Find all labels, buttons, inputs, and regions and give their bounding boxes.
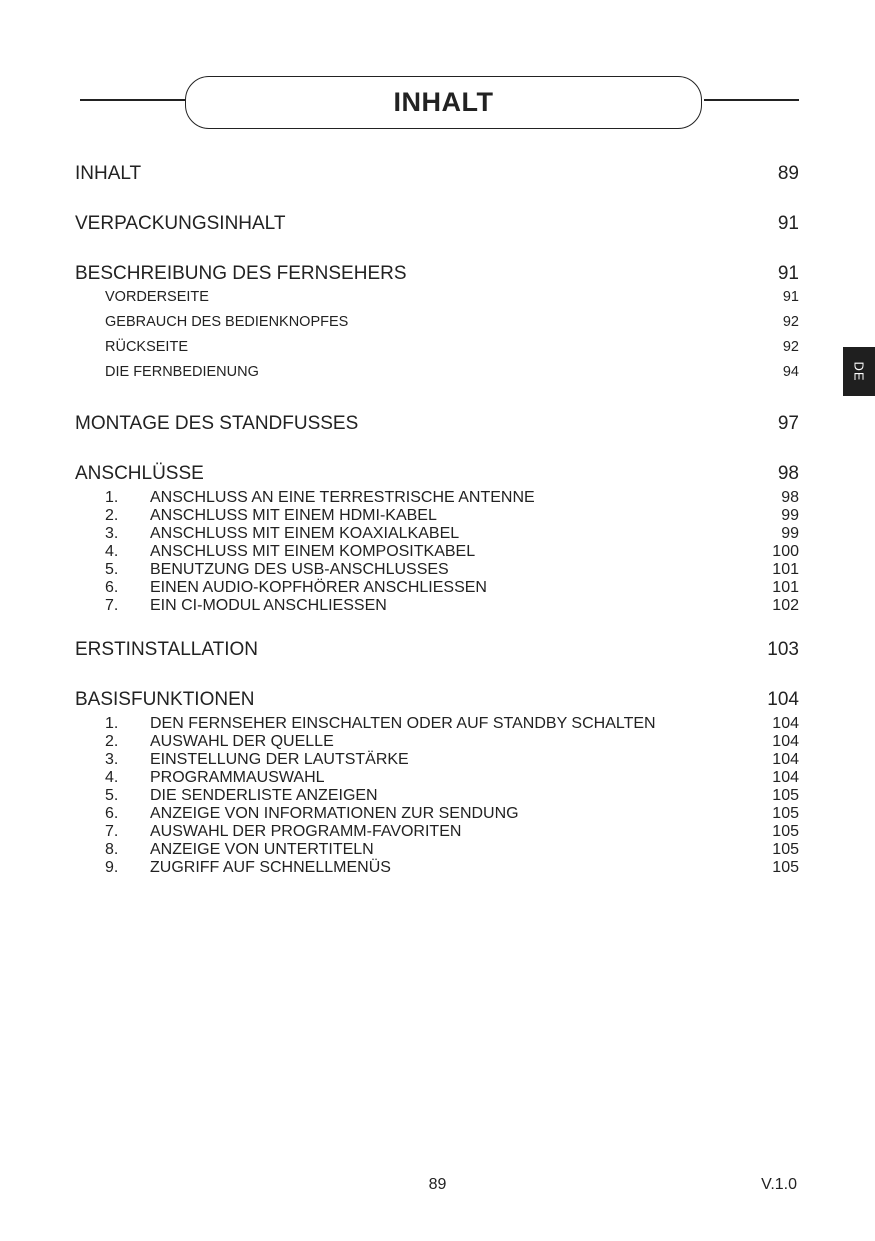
toc-subentry-label-wrap — [75, 841, 374, 859]
toc-subentry-label: ANSCHLUSS MIT EINEM KOMPOSITKABEL — [150, 543, 476, 560]
toc-subentry-page: 94 — [782, 364, 799, 380]
footer-version: V.1.0 — [761, 1176, 797, 1193]
toc-subentry[interactable] — [75, 805, 799, 823]
toc-subentry-number: 2. — [105, 733, 119, 750]
toc-entry-title: VERPACKUNGSINHALT — [75, 213, 286, 234]
toc-entry[interactable] — [75, 463, 799, 489]
toc-subentry-label: DIE SENDERLISTE ANZEIGEN — [150, 787, 378, 804]
title-box — [185, 76, 702, 129]
toc-subentry-number: 8. — [105, 841, 119, 858]
toc-subentry-page: 105 — [772, 823, 799, 840]
toc-subentry-page: 101 — [772, 561, 799, 578]
toc-subentry-number: 1. — [105, 489, 119, 506]
toc-subentry-label: ANZEIGE VON UNTERTITELN — [150, 841, 374, 858]
toc-subentry-page: 91 — [782, 289, 799, 305]
toc-entry[interactable] — [75, 213, 799, 239]
toc-subentry-label: EINEN AUDIO-KOPFHÖRER ANSCHLIESSEN — [150, 579, 487, 596]
toc-subentry-label: BENUTZUNG DES USB-ANSCHLUSSES — [150, 561, 449, 578]
toc-subentry-page: 105 — [772, 805, 799, 822]
toc-subentry-number: 5. — [105, 561, 119, 578]
toc-section — [75, 413, 799, 439]
toc-entry-page: 98 — [777, 463, 799, 484]
toc-subentry-page: 104 — [772, 751, 799, 768]
toc-subentry-page: 99 — [781, 507, 799, 524]
toc-subentry-label: ANSCHLUSS MIT EINEM HDMI-KABEL — [150, 507, 437, 524]
toc-section — [75, 213, 799, 239]
toc-entry-page: 91 — [777, 213, 799, 234]
toc-subentry-number: 6. — [105, 805, 119, 822]
toc-subentry-label: DEN FERNSEHER EINSCHALTEN ODER AUF STANDBY SCHALTEN — [150, 715, 656, 732]
toc-entry-title: INHALT — [75, 163, 142, 184]
toc-entry[interactable] — [75, 639, 799, 665]
toc-subentry-label-wrap — [75, 751, 409, 769]
toc-subentry-number: 7. — [105, 597, 119, 614]
header-rule-right — [704, 99, 799, 101]
toc-subentry[interactable] — [75, 543, 799, 561]
toc-subentry-label-wrap — [75, 859, 391, 877]
toc-subentry-label: EINSTELLUNG DER LAUTSTÄRKE — [150, 751, 409, 768]
toc-subentry-page: 98 — [781, 489, 799, 506]
toc-section — [75, 689, 799, 877]
toc-subentry-label-wrap — [75, 769, 325, 787]
toc-subentry-page: 104 — [772, 769, 799, 786]
toc-subentry-label: GEBRAUCH DES BEDIENKNOPFES — [105, 314, 349, 330]
toc-section — [75, 639, 799, 665]
toc-subentry[interactable] — [75, 339, 799, 364]
toc-subentry-label-wrap — [75, 823, 461, 841]
toc-entry-page: 104 — [767, 689, 799, 710]
toc-subentry-number: 6. — [105, 579, 119, 596]
toc-subentry-label-wrap — [75, 733, 334, 751]
toc-subentry[interactable] — [75, 769, 799, 787]
toc-entry-title: BASISFUNKTIONEN — [75, 689, 255, 710]
toc-subentry-label-wrap — [75, 543, 475, 561]
toc-entry-page: 103 — [767, 639, 799, 660]
toc-subentry-label-wrap — [75, 805, 519, 823]
toc-subentry[interactable] — [75, 733, 799, 751]
toc-subentry-page: 105 — [772, 859, 799, 876]
toc-entry-title: BESCHREIBUNG DES FERNSEHERS — [75, 263, 407, 284]
toc-subentry-page: 92 — [782, 314, 799, 330]
toc-subentry-page: 104 — [772, 715, 799, 732]
toc-entry-title: MONTAGE DES STANDFUSSES — [75, 413, 359, 434]
toc-entry-title: ANSCHLÜSSE — [75, 463, 204, 484]
toc-entry[interactable] — [75, 263, 799, 289]
toc-entry-page: 97 — [777, 413, 799, 434]
toc-subentry-number: 4. — [105, 543, 119, 560]
header-rule-left — [80, 99, 186, 101]
page-header — [80, 76, 799, 132]
toc-subentry[interactable] — [75, 579, 799, 597]
toc-subentry-label-wrap — [75, 597, 387, 615]
toc-subentry[interactable] — [75, 525, 799, 543]
toc-subentry-page: 105 — [772, 841, 799, 858]
toc-section — [75, 263, 799, 389]
toc-subentry-label-wrap — [75, 489, 535, 507]
toc-subentry-number: 5. — [105, 787, 119, 804]
toc-subentry-label: VORDERSEITE — [105, 289, 209, 305]
toc-subentry[interactable] — [75, 289, 799, 314]
toc-entry[interactable] — [75, 163, 799, 189]
toc-subentry-label: AUSWAHL DER PROGRAMM-FAVORITEN — [150, 823, 462, 840]
toc-subentry-label: EIN CI-MODUL ANSCHLIESSEN — [150, 597, 387, 614]
table-of-contents — [75, 163, 799, 901]
toc-subentry[interactable] — [75, 859, 799, 877]
toc-subentry-number: 3. — [105, 525, 119, 542]
toc-subentry[interactable] — [75, 787, 799, 805]
toc-subentry-number: 7. — [105, 823, 119, 840]
toc-subentry[interactable] — [75, 364, 799, 389]
toc-entry-page: 89 — [777, 163, 799, 184]
toc-subentry-number: 1. — [105, 715, 119, 732]
language-tab-label: DE — [851, 361, 867, 382]
toc-subentry-label-wrap — [75, 525, 459, 543]
toc-subentry[interactable] — [75, 597, 799, 615]
toc-subentry-number: 4. — [105, 769, 119, 786]
footer-page-number: 89 — [428, 1176, 447, 1193]
language-tab — [843, 347, 875, 396]
toc-entry[interactable] — [75, 689, 799, 715]
toc-subentry[interactable] — [75, 507, 799, 525]
page-title: INHALT — [393, 87, 494, 117]
toc-subentry-label: ANZEIGE VON INFORMATIONEN ZUR SENDUNG — [150, 805, 519, 822]
toc-subentry[interactable] — [75, 751, 799, 769]
toc-entry-title: ERSTINSTALLATION — [75, 639, 258, 660]
toc-subentry-page: 99 — [781, 525, 799, 542]
toc-subentry[interactable] — [75, 823, 799, 841]
toc-subentry-label: AUSWAHL DER QUELLE — [150, 733, 334, 750]
toc-subentry-label-wrap — [75, 787, 378, 805]
toc-subentry-label-wrap — [75, 579, 487, 597]
toc-subentry-page: 104 — [772, 733, 799, 750]
toc-subentry-page: 102 — [772, 597, 799, 614]
toc-subentry-page: 105 — [772, 787, 799, 804]
toc-subentry-label: ANSCHLUSS AN EINE TERRESTRISCHE ANTENNE — [150, 489, 535, 506]
toc-subentry-page: 101 — [772, 579, 799, 596]
toc-subentry[interactable] — [75, 561, 799, 579]
toc-subentry-number: 2. — [105, 507, 119, 524]
toc-subentry-label: RÜCKSEITE — [105, 339, 188, 355]
toc-subentry[interactable] — [75, 841, 799, 859]
toc-subentry[interactable] — [75, 314, 799, 339]
toc-subentry-label-wrap — [75, 507, 437, 525]
toc-subentry-label: ANSCHLUSS MIT EINEM KOAXIALKABEL — [150, 525, 460, 542]
toc-subentry-label: PROGRAMMAUSWAHL — [150, 769, 325, 786]
toc-subentry-page: 100 — [772, 543, 799, 560]
toc-entry-page: 91 — [777, 263, 799, 284]
toc-subentry-label: ZUGRIFF AUF SCHNELLMENÜS — [150, 859, 391, 876]
toc-subentry-label-wrap — [75, 561, 449, 579]
toc-section — [75, 163, 799, 189]
toc-subentry-number: 3. — [105, 751, 119, 768]
toc-subentry[interactable] — [75, 489, 799, 507]
toc-subentry[interactable] — [75, 715, 799, 733]
toc-entry[interactable] — [75, 413, 799, 439]
toc-section — [75, 463, 799, 615]
toc-subentry-label: DIE FERNBEDIENUNG — [105, 364, 259, 380]
toc-subentry-number: 9. — [105, 859, 119, 876]
toc-subentry-page: 92 — [782, 339, 799, 355]
toc-subentry-label-wrap — [75, 715, 656, 733]
